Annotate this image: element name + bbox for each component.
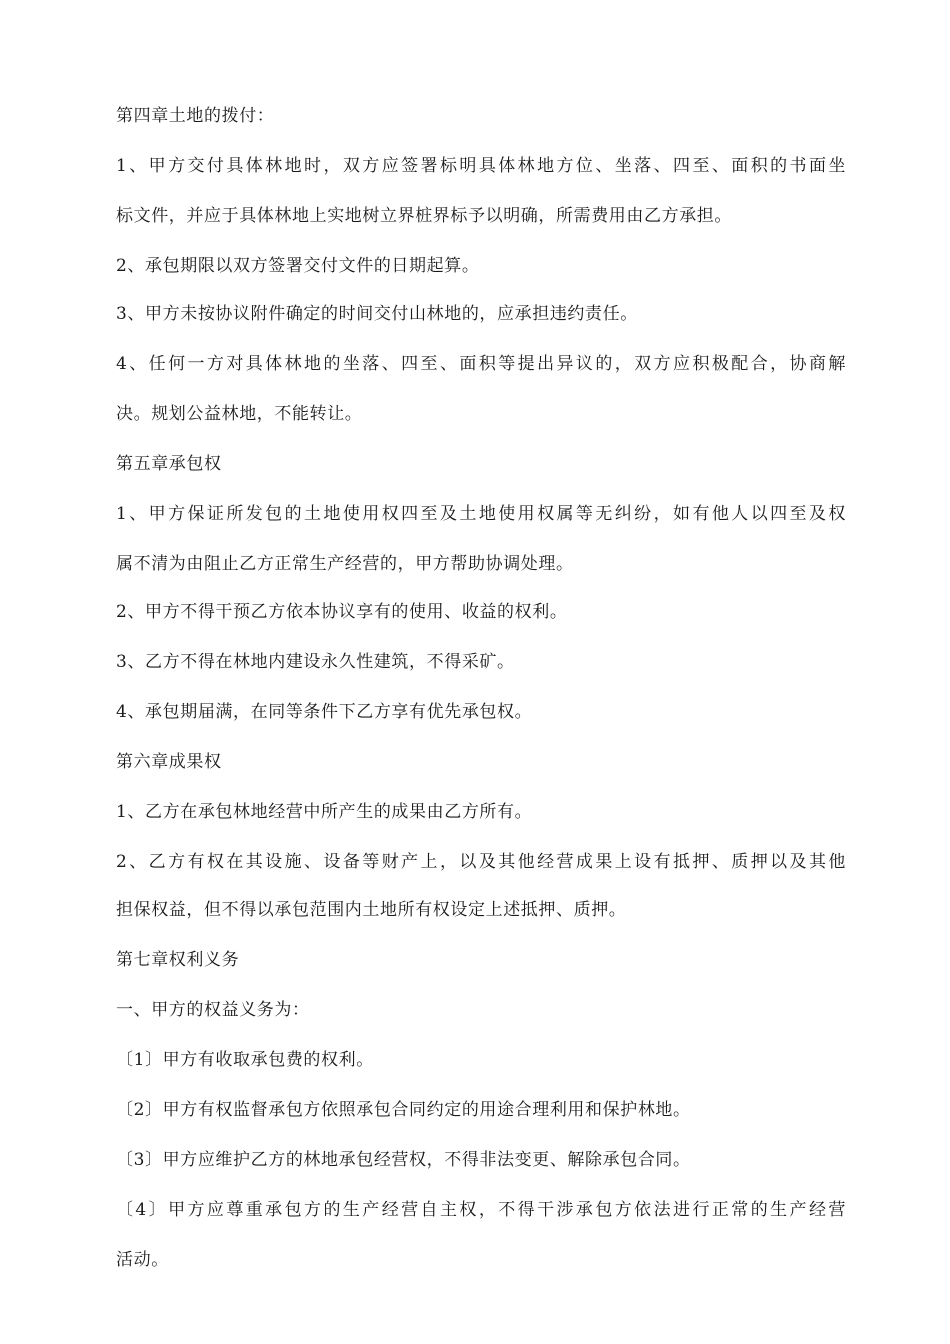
paragraph-line: 1、甲方交付具体林地时，双方应签署标明具体林地方位、坐落、四至、面积的书面坐 [116,156,846,176]
paragraph-line: 活动。 [116,1250,169,1270]
list-item: 〔1〕甲方有收取承包费的权利。 [116,1050,374,1070]
paragraph-line: 4、任何一方对具体林地的坐落、四至、面积等提出异议的，双方应积极配合，协商解 [116,354,846,374]
paragraph-line: 4、承包期届满，在同等条件下乙方享有优先承包权。 [116,702,533,722]
paragraph-line: 1、甲方保证所发包的土地使用权四至及土地使用权属等无纠纷，如有他人以四至及权 [116,504,846,524]
paragraph-line: 1、乙方在承包林地经营中所产生的成果由乙方所有。 [116,802,533,822]
paragraph-line: 2、承包期限以双方签署交付文件的日期起算。 [116,256,480,276]
paragraph-line: 担保权益，但不得以承包范围内土地所有权设定上述抵押、质押。 [116,900,627,920]
paragraph-line: 标文件，并应于具体林地上实地树立界桩界标予以明确，所需费用由乙方承担。 [116,206,732,226]
chapter-6-heading: 第六章成果权 [116,752,222,772]
chapter-7-heading: 第七章权利义务 [116,950,240,970]
paragraph-line: 3、乙方不得在林地内建设永久性建筑，不得采矿。 [116,652,515,672]
list-item: 〔3〕甲方应维护乙方的林地承包经营权，不得非法变更、解除承包合同。 [116,1150,691,1170]
chapter-4-heading: 第四章土地的拨付： [116,106,275,126]
paragraph-line: 2、甲方不得干预乙方依本协议享有的使用、收益的权利。 [116,602,568,622]
chapter-5-heading: 第五章承包权 [116,454,222,474]
list-item: 〔2〕甲方有权监督承包方依照承包合同约定的用途合理利用和保护林地。 [116,1100,691,1120]
paragraph-line: 3、甲方未按协议附件确定的时间交付山林地的，应承担违约责任。 [116,304,638,324]
paragraph-line: 属不清为由阻止乙方正常生产经营的，甲方帮助协调处理。 [116,554,574,574]
section-heading: 一、甲方的权益义务为： [116,1000,310,1020]
paragraph-line: 决。规划公益林地，不能转让。 [116,404,363,424]
list-item: 〔4〕甲方应尊重承包方的生产经营自主权，不得干涉承包方依法进行正常的生产经营 [116,1200,846,1220]
paragraph-line: 2、乙方有权在其设施、设备等财产上，以及其他经营成果上设有抵押、质押以及其他 [116,852,846,872]
